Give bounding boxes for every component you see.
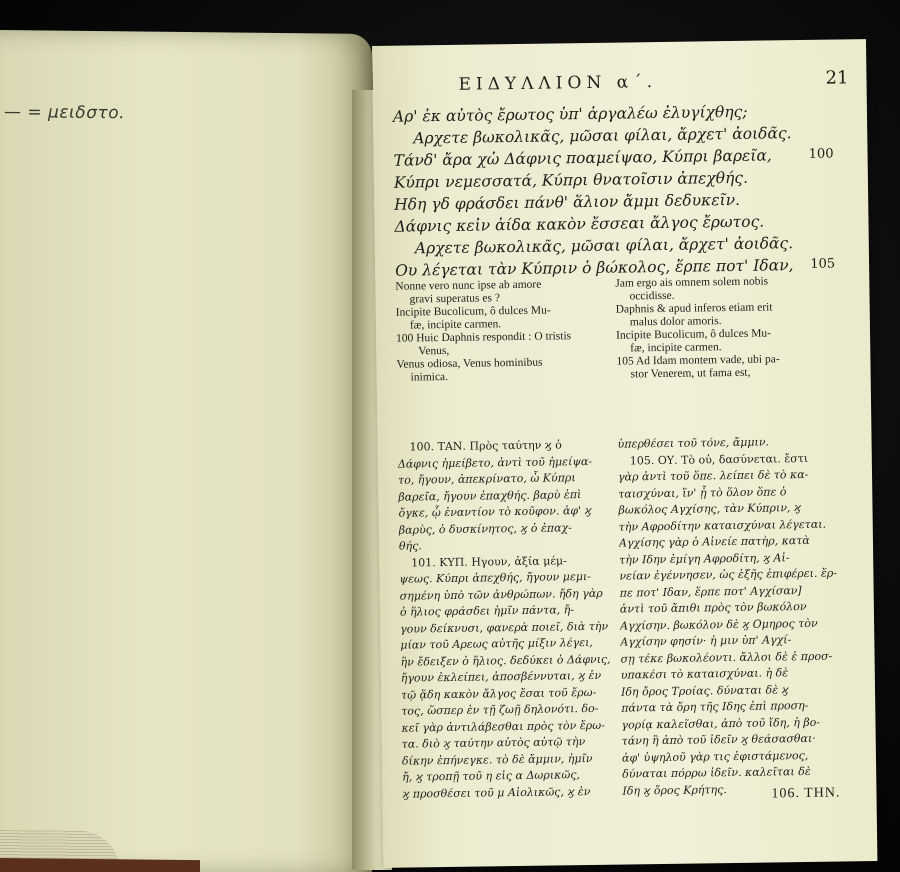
scholia-line-text: γὰρ ἀντὶ τοῦ ὅπε. λείπει δὲ τὸ κα- (617, 467, 809, 484)
scholia-right-column (617, 434, 842, 800)
scholia-line-text: ἤ, ϗ τροπῇ τοῦ η εἰς α Δωρικῶς, (402, 768, 581, 784)
scholia-line-text: πε ποτ' Ιδαν, ἕρπε ποτ' Αγχίσαν] (619, 583, 802, 600)
scholia-line-text: 101. ΚΥΠ. Ηγουν, ἀξία μέμ- (411, 553, 567, 570)
latin-translation-right (615, 275, 836, 382)
scholia-line-text: τάνη ἢ ἀπὸ τοῦ ἰδεῖν ϗ θεάσασθαι· (621, 731, 816, 748)
latin-line (617, 366, 837, 382)
scholia-line-text: Δάφνις ἠμείβετο, ἀντὶ τοῦ ἠμείψα- (397, 454, 593, 471)
scholia-line (618, 467, 838, 487)
scholia-line-text: σημένη ὑπὸ τῶν ἀνθρώπων. ἤδη γὰρ (399, 586, 603, 603)
scholia-line-text: τὴν Ιδην ἐμίγη Αφροδίτη, ϗ Αἰ- (619, 550, 790, 567)
left-page (0, 30, 372, 872)
scholia-line-text: τος, ὥσπερ ἐν τῇ ζωῇ δηλονότι. δο- (401, 701, 599, 718)
scholia-line-text: μίαν τοῦ Αρεως αὐτῆς μίξιν λέγει, (400, 635, 593, 652)
latin-line-text: gravi superatus es ? (409, 292, 500, 306)
scholia-line-text: ὑπερθέσει τοῦ τόνε, ἄμμιν. (617, 435, 770, 451)
handwritten-margin-note: — = μειδστο. (4, 102, 126, 124)
scholia-line (398, 503, 608, 522)
latin-line-text: Jam ergo ais omnem solem nobis (615, 275, 769, 290)
latin-line-text: Nonne vero nunc ipse ab amore (395, 278, 542, 293)
latin-line-text: 105 Ad Idam montem vade, ubi pa- (616, 353, 780, 368)
scholia-line-text: δίκην ἐπήνεγκε. τὸ δὲ ἄμμιν, ἡμῖν (401, 751, 593, 768)
scholia-line-text: το, ἤγουν, ἀπεκρίνατο, ὦ Κύπρι (397, 471, 576, 487)
scholia-line (398, 453, 608, 472)
verse-line-text: Δάφνις κεἰν ἀίδα κακὸν ἔσσεαι ἄλγος ἔρωτος. (394, 212, 765, 236)
scholia-line (619, 566, 839, 586)
scholia-line-text: κεῖ γὰρ ἀντιλάβεσθαι πρὸς τὸν ἔρω- (401, 718, 605, 735)
verse-line-text: Αρχετε βωκολικᾶς, μῶσαι φίλαι, ἄρχετ' ἀοιδᾶς. (414, 234, 794, 258)
scholia-line-text: γορίᾳ καλεῖσθαι, ἀπὸ τοῦ ἴδη, ἡ βο- (621, 715, 821, 732)
scholia-line-text: 100. ΤΑΝ. Πρὸς ταύτην ϗ ὁ (409, 438, 562, 454)
page-header (432, 67, 852, 95)
scholia-line-text: γουν δείκνυσι, φανερὰ ποιεῖ, διὰ τὴν (400, 619, 609, 636)
latin-line-text: Daphnis & apud inferos etiam erit (615, 301, 773, 316)
verse-line-text: Αρχετε βωκολικᾶς, μῶσαι φίλαι, ἄρχετ' ἀοιδᾶς. (413, 124, 792, 148)
scholia-line-text: ϗ προσθέσει τοῦ μ Αἰολικῶς, ϗ ἐν (402, 784, 591, 801)
scholia-line (620, 648, 840, 668)
verse-line-text: Αρ' ἐκ αὐτὸς ἔρωτος ὑπ' ἀργαλέω ἐλυγίχθης; (392, 102, 748, 126)
latin-line-text: Venus odiosa, Venus hominibus (396, 356, 543, 371)
latin-line-text: stor Venerem, ut fama est, (630, 366, 751, 381)
scholia-line (402, 783, 612, 802)
scholia-line-text: ἣν ἔδειξεν ὁ ἥλιος. δεδύκει ὁ Δάφνις, (400, 652, 611, 669)
scholia-line-text: τῷ ᾅδη κακὸν ἄλγος ἔσαι τοῦ ἔρω- (400, 685, 597, 702)
latin-line-text: 100 Huic Daphnis respondit : O tristis (396, 330, 572, 345)
scholia-line-text: δύναται πόρρω ἰδεῖν. καλεῖται δὲ (622, 764, 811, 781)
verse-line-text: Τάνδ' ἄρα χὠ Δάφνις ποαμείψαο, Κύπρι βαρεῖα, (393, 146, 772, 170)
latin-line-text: Venus, (418, 344, 450, 358)
scholia-line-text: ἀντὶ τοῦ ἄπιθι πρὸς τὸν βωκόλον (619, 599, 807, 616)
latin-line-text: fæ, incipite carmen. (630, 341, 722, 355)
scholia-line-text: νείαν ἐγέννησεν, ὡς ἑξῆς ἐπιφέρει. ἕρ- (619, 566, 838, 583)
scholia-line (622, 731, 842, 751)
verse-line-text: Ου λέγεται τὰν Κύπριν ὁ βώκολος, ἕρπε ποτ' Ιδαν, (395, 256, 794, 280)
latin-line-text: fæ, incipite carmen. (409, 318, 502, 332)
scholia-line (619, 533, 839, 553)
scholia-line (400, 585, 610, 604)
scholia-line-text: βαρεῖα, ἤγουν ἐπαχθής. βαρὺ ἐπὶ (398, 487, 582, 504)
scholia-line-text: ὁ ἥλιος φράσδει ἡμῖν πάντα, ἤ- (399, 603, 575, 619)
scholia-line-text: τὴν Αφροδίτην καταισχύναι λέγεται. (618, 517, 827, 534)
verse-line-text: Κύπρι νεμεσσατά, Κύπρι θνατοῖσιν ἀπεχθής. (393, 168, 749, 192)
scholia-line (402, 750, 612, 769)
scholia-left-column (397, 437, 612, 803)
scholia-line-text: ὄγκε, ᾧ ἐναντίον τὸ κοῦφον. ἀφ' ϗ (398, 503, 592, 520)
scholia-line-text: ψεως. Κύπρι ἀπεχθής, ἤγουν μεμι- (399, 569, 592, 586)
latin-line-text: Incipite Bucolicum, ô dulces Mu- (615, 327, 772, 342)
scholia-line-text: υπακέσι τὸ καταισχύναι. ἡ δὲ (620, 666, 789, 682)
scholia-line-text: Αγχίσης γὰρ ὁ Αἰνείε πατὴρ, κατὰ (618, 533, 810, 550)
scholia-line-text: πάντα τὰ ὄρη τῆς Ιδης ἐπὶ προση- (621, 698, 809, 715)
right-page (372, 39, 877, 868)
latin-line (397, 369, 607, 385)
scholia-line-text: τα. διὸ ϗ ταύτην αὐτὸς αὐτῷ τὴν (401, 735, 586, 751)
scholia-line (620, 615, 840, 635)
scholia-line-text: ἤγουν ἐκλείπει, ἀποσβέννυται, ϗ ἐν (400, 668, 602, 685)
page-number: 21 (825, 67, 849, 89)
scholia-line-text: Αγχίσην φησίν· ἡ μιν ὑπ' Αγχί- (620, 633, 792, 649)
latin-translation-left (395, 278, 606, 385)
scholia-line-text: θής. (398, 539, 422, 553)
line-number: 100 (808, 146, 834, 162)
book-cover-edge (0, 858, 200, 872)
latin-line-text: Incipite Bucolicum, ô dulces Mu- (395, 304, 551, 319)
catchword: 106. ΤΗΝ. (771, 785, 841, 802)
scholia-line-text: Αγχίσην. βωκόλον δὲ ϗ Ομηρος τὸν (620, 616, 818, 633)
scholia-line (622, 764, 842, 784)
latin-line-text: malus dolor amoris. (629, 315, 722, 329)
scholia-line-text: ἀφ' ὑψηλοῦ γὰρ τις ἐφιστάμενος, (621, 748, 809, 765)
scholia-line-text: Ιδη ὄρος Τροίας. δύναται δὲ ϗ (620, 682, 789, 699)
line-number: 105 (810, 256, 836, 272)
verse-line-text: Ηδη γδ φράσδει πάνθ' ἅλιον ἄμμι δεδυκεῖν. (394, 190, 741, 214)
scholia-line-text: βαρὺς, ὁ δυσκίνητος, ϗ ὁ ἐπαχ- (398, 520, 572, 537)
latin-line-text: inimica. (410, 370, 449, 384)
scholia-line-text: 105. ΟΥ. Τὸ οὐ, δασύνεται. ἔστι (629, 451, 809, 467)
greek-verse-block (393, 100, 835, 282)
scholia-line-text: ταισχύναι, ἵν' ᾖ τὸ ὅλον ὅπε ὁ (618, 484, 787, 501)
scholia-line-text: σῃ τέκε βωκολέοντι. ἄλλοι δὲ ἐ προσ- (620, 649, 833, 666)
scholia-line-text: βωκόλος Αγχίσης, τὰν Κύπριν, ϗ (618, 501, 801, 517)
scholia-line-text: Ιδη ϗ ὄρος Κρήτης. (622, 782, 727, 798)
latin-line-text: occidisse. (629, 289, 675, 303)
running-head: ΕΙΔΥΛΛΙΟΝ α΄. (458, 72, 658, 95)
